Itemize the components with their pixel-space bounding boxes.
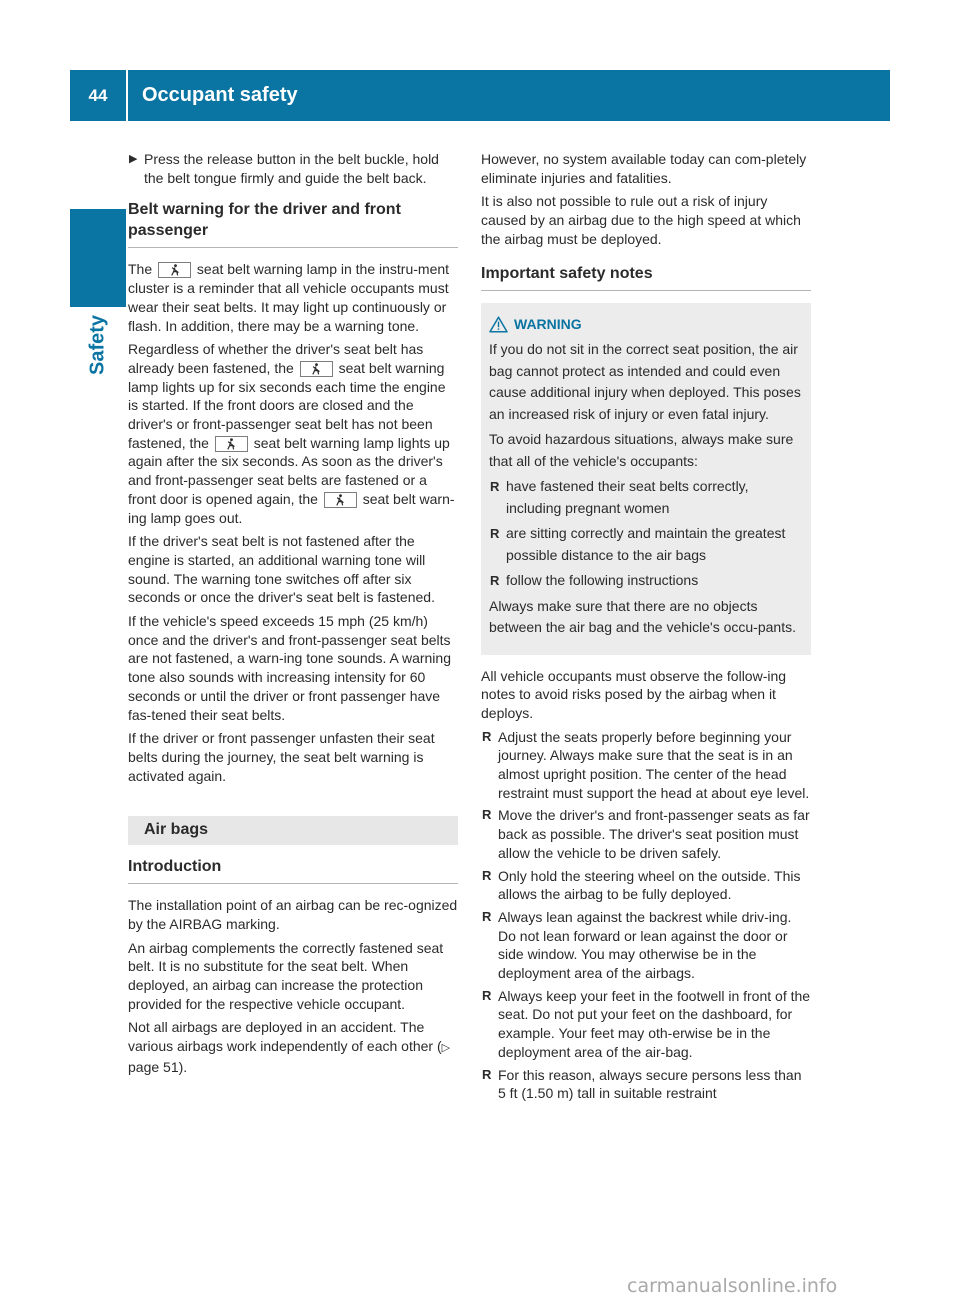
bullet-marker: R	[482, 908, 492, 924]
heading-airbags: Air bags	[128, 816, 458, 845]
paragraph: If the driver or front passenger unfasten their seat belts during the journey, the seat belt warning is activated again.	[128, 730, 435, 784]
heading-introduction: Introduction	[128, 856, 458, 884]
list-item: R are sitting correctly and maintain the greatest possible distance to the air bags	[490, 525, 786, 563]
seatbelt-warning-icon	[324, 492, 357, 508]
action-step	[128, 150, 458, 187]
list-item: R Always lean against the backrest while driv-ing. Do not lean forward or lean against the door or side window. You may otherwise be in the deployment area of the airbags.	[482, 908, 792, 982]
paragraph: The installation point of an airbag can be rec-ognized by the AIRBAG marking.	[128, 897, 458, 932]
list-item: R Only hold the steering wheel on the outside. This allows the airbag to be fully deployed.	[482, 867, 801, 903]
header-divider	[126, 70, 128, 121]
warning-box	[481, 303, 811, 655]
paragraph: All vehicle occupants must observe the follow-ing notes to avoid risks posed by the airbag when it deploys.	[481, 667, 787, 721]
list-item: R Always keep your feet in the footwell in front of the seat. Do not put your feet on the dashboard, for example. Your feet may oth-erwise be in the deployment area of the air-bag.	[482, 987, 811, 1060]
seatbelt-warning-icon	[300, 361, 333, 377]
action-arrow-icon: ▶	[129, 153, 138, 165]
page-number: 44	[88, 85, 108, 105]
list-item: R have fastened their seat belts correctly, including pregnant women	[490, 478, 749, 516]
safety-list	[481, 728, 811, 1103]
heading-belt-warning: Belt warning for the driver and front passenger	[128, 199, 458, 248]
paragraph: Not all airbags are deployed in an accident. The various airbags work independently of each other (▷ page 51).	[128, 1019, 451, 1075]
bullet-marker: R	[482, 987, 492, 1003]
seatbelt-warning-icon	[158, 262, 191, 278]
bullet-marker: R	[490, 479, 500, 495]
warning-paragraph: Always make sure that there are no objects between the air bag and the vehicle's occu-pants.	[489, 597, 796, 636]
warning-paragraph: If you do not sit in the correct seat position, the air bag cannot protect as intended and could even cause additional injury when deployed. This poses an increased risk of injury or even fatal injury.	[489, 341, 801, 422]
bullet-marker: R	[482, 728, 492, 744]
bullet-marker: R	[482, 867, 492, 883]
action-text: Press the release button in the belt buckle, hold the belt tongue firmly and guide the belt back.	[144, 151, 439, 186]
warning-triangle-icon	[489, 316, 508, 333]
heading-safety-notes: Important safety notes	[481, 263, 811, 291]
page-ref-arrow-icon: ▷	[441, 1042, 451, 1055]
bullet-marker: R	[490, 573, 500, 589]
page-title: Occupant safety	[142, 84, 298, 106]
warning-paragraph: To avoid hazardous situations, always make sure that all of the vehicle's occupants:	[489, 431, 794, 469]
list-item: R Adjust the seats properly before beginning your journey. Always make sure that the seat is in an almost upright position. The center of the head restraint must support the head at about eye level.	[482, 728, 810, 801]
side-section-label: Safety	[86, 314, 109, 376]
bullet-marker: R	[490, 526, 500, 542]
paragraph: An airbag complements the correctly fastened seat belt. It is no substitute for the seat belt. When deployed, an airbag can increase the protection provided for the respective vehicle occupant.	[128, 939, 444, 1012]
bullet-marker: R	[482, 1066, 492, 1082]
paragraph: The seat belt warning lamp in the instru-ment cluster is a reminder that all vehicle occupants must wear their seat belts. It may light up continuously or flash. In addition, there may be a warning tone.	[128, 261, 450, 334]
list-item: R Move the driver's and front-passenger seats as far back as possible. The driver's seat position must allow the vehicle to be driven safely.	[482, 807, 810, 861]
left-column	[128, 150, 458, 1081]
paragraph: Regardless of whether the driver's seat belt has already been fastened, the seat belt warning lamp lights up for six seconds each time the engine is started. If the front doors are closed and the driver's or front-passenger seat belt has not been fastened, the seat belt warning lamp lights up again after the six seconds. As soon as the driver's and front-passenger seat belts are fastened or a front door is opened again, the seat belt warn-ing lamp goes out.	[128, 341, 455, 526]
seatbelt-warning-icon	[215, 436, 248, 452]
paragraph: However, no system available today can com-pletely eliminate injuries and fatalities.	[481, 151, 807, 186]
bullet-marker: R	[482, 807, 492, 823]
right-column	[481, 150, 811, 1107]
list-item: R For this reason, always secure persons less than 5 ft (1.50 m) tall in suitable restraint	[482, 1066, 802, 1102]
paragraph: It is also not possible to rule out a risk of injury caused by an airbag due to the high speed at which the airbag must be deployed.	[481, 193, 801, 247]
paragraph: If the vehicle's speed exceeds 15 mph (25 km/h) once and the driver's and front-passenger seat belts are not fastened, a warn-ing tone sounds. A warning tone also sounds with increasing intensity for 60 seconds or until the driver or front passenger have fas-tened their seat belts.	[128, 613, 451, 723]
watermark: carmanualsonline.info	[627, 1275, 838, 1297]
side-tab-block	[70, 209, 126, 307]
page-reference-link[interactable]: page 51	[128, 1058, 179, 1075]
paragraph: If the driver's seat belt is not fastened after the engine is started, an additional warning tone will sound. The warning tone switches off after six seconds or once the driver's seat belt is fastened.	[128, 533, 435, 606]
list-item: R follow the following instructions	[489, 570, 802, 592]
warning-title: WARNING	[489, 314, 802, 336]
